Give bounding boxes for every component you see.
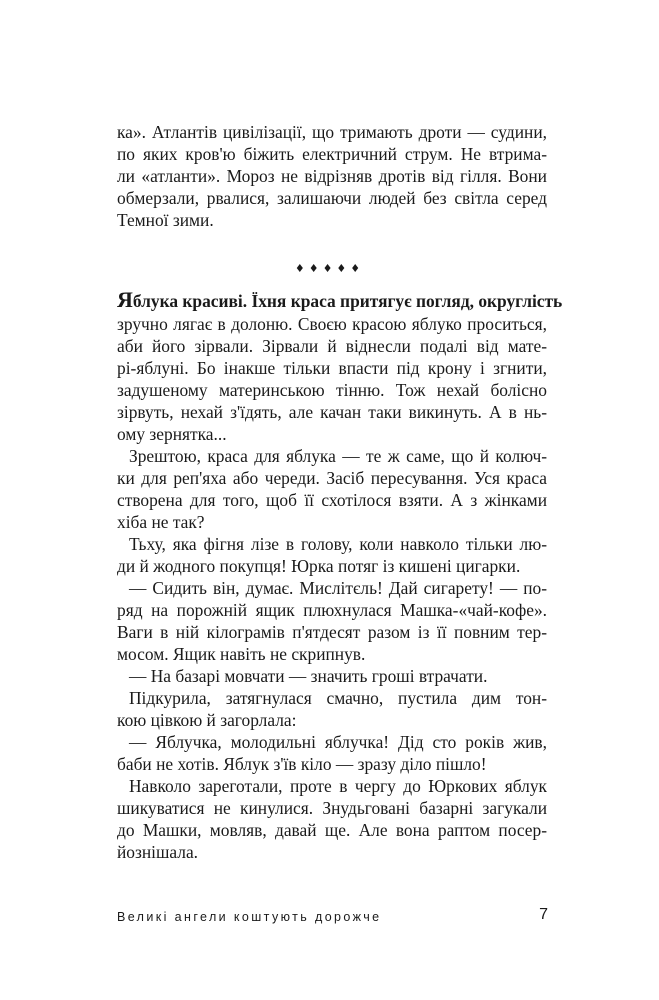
text-line: по яких кров'ю біжить електричний струм. Не втрима- [117, 144, 547, 164]
bold-lead-text: блука красиві. Їхня краса притягує погляд, округлість [132, 291, 563, 311]
text-line: — Яблучка, молодильні яблучка! Дід сто років жив, [129, 732, 547, 752]
text-line: зірвуть, нехай з'їдять, але качан таки викинуть. А в нь- [117, 402, 547, 422]
text-line: ому зернятка... [117, 424, 227, 444]
text-line: баби не хотів. Яблук з'їв кіло — зразу діло пішло! [117, 754, 487, 774]
text-line: створена для того, щоб її схотілося взяти. А з жінками [117, 490, 547, 510]
text-line: ли «атланти». Мороз не відрізняв дротів від гілля. Вони [117, 166, 547, 186]
text-line: задушеному материнською тінню. Тож нехай болісно [117, 380, 547, 400]
text-line: Зрештою, краса для яблука — те ж саме, що й колюч- [129, 446, 547, 466]
text-line: обмерзали, рвалися, залишаючи людей без світла серед [117, 188, 547, 208]
section-divider: ♦♦♦♦♦ [294, 262, 365, 275]
text-line: Ваги в ній кілограмів п'ятдесят разом із її повним тер- [117, 622, 547, 642]
text-line: аби його зірвали. Зірвали й віднесли подалі від мате- [117, 336, 547, 356]
text-line: Підкурила, затягнулася смачно, пустила дим тон- [129, 688, 547, 708]
text-line: ряд на порожній ящик плюхнулася Машка-«чай-кофе». [117, 600, 547, 620]
text-line: ки для реп'яха або череди. Засіб пересування. Уся краса [117, 468, 547, 488]
page-number: 7 [539, 906, 548, 923]
text-line: мосом. Ящик навіть не скрипнув. [117, 644, 366, 664]
text-line: йознішала. [117, 842, 199, 862]
section-opening-line [117, 287, 563, 312]
text-line: Темної зими. [117, 210, 214, 230]
text-line: шикуватися не кинулися. Знудьговані базарні загукали [117, 798, 547, 818]
running-footer-title: Великі ангели коштують дорожче [117, 910, 382, 924]
text-line: рі-яблуні. Бо інакше тільки впасти під крону і згнити, [117, 358, 547, 378]
text-line: до Машки, мовляв, давай ще. Але вона раптом посер- [117, 820, 547, 840]
text-line: Тьху, яка фігня лізе в голову, коли навколо тільки лю- [129, 534, 547, 554]
text-line: — На базарі мовчати — значить гроші втрачати. [129, 666, 488, 686]
text-line: ка». Атлантів цивілізації, що тримають дроти — судини, [117, 122, 547, 142]
text-line: — Сидить він, думає. Мислітєль! Дай сигарету! — по- [129, 578, 547, 598]
text-line: хіба не так? [117, 512, 205, 532]
text-line: зручно лягає в долоню. Своєю красою яблуко проситься, [117, 314, 547, 334]
text-line: кою цівкою й загорлала: [117, 710, 297, 730]
text-line: ди й жодного покупця! Юрка потяг із кишені цигарки. [117, 556, 521, 576]
text-line: Навколо зареготали, проте в чергу до Юркових яблук [129, 776, 547, 796]
drop-cap: Я [117, 287, 133, 312]
